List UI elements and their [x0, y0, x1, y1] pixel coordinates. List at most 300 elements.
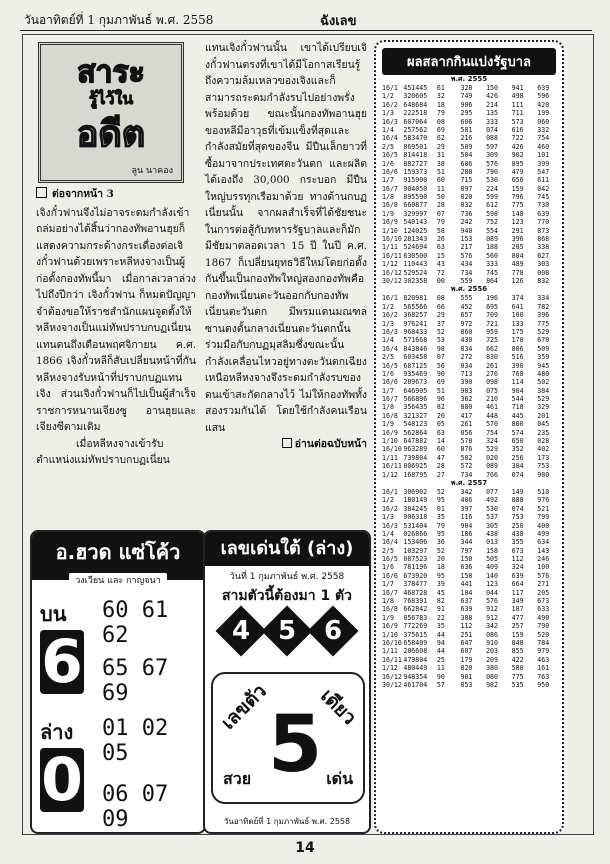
result-cell: 14	[436, 437, 445, 446]
result-cell: 768391	[403, 597, 428, 606]
result-cell: 745	[537, 193, 550, 202]
result-cell: 402	[537, 445, 550, 454]
result-cell: 639	[537, 84, 550, 92]
result-cell: 375615	[403, 630, 428, 639]
result-cell: 056	[460, 428, 473, 437]
result-cell: 63	[436, 428, 445, 437]
result-cell: 745	[486, 268, 498, 277]
result-cell: 662	[486, 344, 498, 353]
result-cell: 256	[511, 453, 524, 462]
result-cell: 342	[486, 622, 498, 631]
result-cell: 285	[511, 243, 524, 252]
result-cell: 904050	[403, 184, 428, 193]
draw-date-cell: 16/11	[382, 251, 402, 260]
table-row	[376, 639, 562, 647]
result-cell: 843846	[403, 344, 428, 353]
table-row	[376, 664, 562, 672]
article-left-text: เจิงกั๋วฟานจึงไม่อาจระดมกำลังเข้าถล่มอย่างได้สิ้นว่ากองทัพอานฮุยก็แสดงความกระด้างกระเดื่องต่อเจิงกั๋วฟานด้วยเพราะหลีหงจางเป็นผู้ก่อตั้งกองทัพนี้มา เมื่อกาลเวลาล่วงไปถึงปีกว่า เจิงกั๋วฟาน ก็หมดปัญญา จำต้องขอให้ราชสำนักแผนจูดตั้งให้หลีหงจางเป็นแม่ทัพปราบกบฏเนี่ยนแทนตนถึงเดือนพฤศจิกายน ค.ศ. 1866 เจิงกั๋วหลีก็สับเปลี่ยนหน้าที่กัน หลีหงจางรับหน้าที่ปราบกบฏแทนเจิง ส่วนเจิงกั๋วฟานก็ไปเป็นผู้สำเร็จราชการหนานเจียงซู อานฮุยและเจียงซีตามเดิม	[36, 206, 196, 433]
result-cell: 31	[436, 151, 445, 160]
lower-label: ล่าง	[40, 720, 74, 744]
result-cell: 281343	[403, 235, 428, 244]
result-cell: 409	[486, 563, 498, 572]
result-cell: 910	[486, 639, 498, 647]
result-cell: 158	[486, 546, 498, 555]
result-cell: 349	[511, 597, 524, 606]
page-header	[20, 8, 592, 31]
result-cell: 430	[460, 336, 473, 345]
result-cell: 05	[436, 420, 445, 429]
result-cell: 596	[537, 92, 550, 101]
result-cell: 775	[511, 201, 524, 210]
table-row	[376, 201, 562, 209]
article-left-column	[36, 186, 196, 469]
result-cell: 906318	[403, 513, 428, 522]
table-row	[376, 101, 562, 109]
result-cell: 611	[537, 176, 550, 185]
result-cell: 95	[436, 529, 445, 538]
result-cell: 612	[486, 201, 498, 210]
result-cell: 08	[436, 294, 445, 303]
lower-row-1: 01 02 05	[102, 716, 169, 766]
result-cell: 378477	[403, 580, 428, 589]
article-left-tail: เมื่อหลีหงจางเข้ารับตำแหน่งแม่ทัพปราบกบฏเนี่ยน	[36, 437, 170, 466]
result-cell: 882727	[403, 159, 428, 168]
result-cell: 173	[537, 453, 550, 462]
result-cell: 158	[460, 571, 473, 580]
result-cell: 60	[436, 176, 445, 185]
draw-date-cell: 16/3	[382, 327, 398, 336]
result-cell: 664	[511, 580, 524, 589]
result-cell: 426	[486, 92, 498, 101]
draw-date-cell: 1/12	[382, 664, 398, 673]
result-cell: 11	[436, 184, 445, 193]
result-cell: 153	[460, 235, 473, 244]
result-cell: 945	[537, 361, 550, 370]
table-row	[376, 294, 562, 302]
result-cell: 711	[511, 109, 524, 118]
result-cell: 222518	[403, 109, 428, 118]
result-cell: 95	[436, 571, 445, 580]
draw-date-cell: 1/11	[382, 647, 398, 656]
result-cell: 20	[436, 555, 445, 564]
result-cell: 641	[511, 302, 524, 311]
header-brand: ฉังเลข	[320, 14, 357, 29]
result-cell: 159373	[403, 167, 428, 176]
result-cell: 90	[436, 672, 445, 681]
result-cell: 461704	[403, 680, 428, 689]
result-cell: 718	[511, 403, 524, 412]
result-cell: 356435	[403, 403, 428, 412]
result-cell: 715	[460, 176, 473, 185]
draw-date-cell: 1/4	[382, 336, 394, 345]
result-cell: 627	[537, 251, 550, 260]
table-row	[376, 522, 562, 530]
result-cell: 982	[486, 680, 498, 689]
result-cell: 784	[537, 639, 550, 647]
result-cell: 179	[460, 655, 473, 664]
continue-label: อ่านต่อฉบับหน้า	[282, 438, 367, 450]
result-cell: 074	[486, 125, 498, 134]
result-cell: 529	[486, 445, 498, 454]
draw-date-cell: 16/8	[382, 201, 398, 210]
result-cell: 509	[537, 344, 550, 353]
result-cell: 150	[486, 84, 498, 92]
result-cell: 864	[486, 276, 498, 285]
result-cell: 571668	[403, 336, 428, 345]
result-cell: 460	[537, 142, 550, 151]
result-cell: 547	[537, 167, 550, 176]
lower-row-2: 06 07 09	[102, 782, 169, 832]
result-cell: 657	[460, 311, 473, 320]
result-cell: 749	[460, 92, 473, 101]
result-cell: 709	[486, 311, 498, 320]
result-cell: 695	[486, 302, 498, 311]
result-cell: 044	[486, 588, 498, 597]
draw-date-cell: 1/11	[382, 243, 398, 252]
page-number: 14	[295, 840, 315, 856]
result-cell: 438	[511, 529, 524, 538]
table-row	[376, 84, 562, 92]
result-cell: 576	[486, 597, 498, 606]
article-mid-text: แทนเจิงกั๋วฟานนั้น เขาได้เปรียบเจิงกั๋วฟานตรงที่เขาได้มีโอกาสเรียนรู้ถึงความล้มเหลวของเจิงและก็สามารถระดมกำลังรบไปอย่างพรั่งพร้อมด้วย ขณะนั้นกองทัพอานฮุยของหลีมีอาวุธที่เข้มแข็งที่สุดและกำลังสมัยที่สุดของจีน มีปืนเล็กยาวที่ซื้อมาจากประเทศตะวันตก และผลิตได้เองถึง 30,000 กระบอก มีปืนใหญ่บรรทุกเรือมาด้วย ทางด้านกบฏเนี่ยนนั้น จากผลสำเร็จที่ได้ชัยชนะในการต่อสู้กับทหารรัฐบาลและก็มักมีชัยมาตลอดเวลา 15 ปี ในปี ค.ศ. 1867 ก็เปลี่ยนยุทธวิธีใหม่โดยก่อตั้งกันขึ้นเป็นกองทัพใหญ่สองกองทัพคือ กองทัพเนี่ยนตะวันออกกับกองทัพเนี่ยนตะวันตก มีพรมแดนมณฑลซานตงตั้นกลางเนี่ยนตะวันตกนั้นร่วมมือกับกบฏมุสลิมซึ่งขณะนั้นกำลังเคลื่อนไหวอยู่ทางตะวันตกเฉียงเหนือหลีหงจางจึงระดมกำลังรบของตนเข้าสะกัดกลางไว้ ไม่ให้กองทัพทั้งสองรวมกันได้ โดยใช้กำลังคนเรือนแสน	[205, 42, 367, 434]
result-cell: 110443	[403, 260, 428, 269]
lower-big-digit: 0	[41, 745, 83, 815]
result-cell: 790	[486, 167, 498, 176]
result-cell: 434	[460, 260, 473, 269]
result-cell: 797	[460, 546, 473, 555]
result-cell: 725	[486, 336, 498, 345]
result-cell: 856783	[403, 613, 428, 622]
result-cell: 639	[511, 571, 524, 580]
table-row	[376, 488, 562, 496]
single-right-text: เดียว	[316, 684, 361, 730]
result-cell: 112	[460, 622, 473, 631]
draw-date-cell: 1/7	[382, 176, 394, 185]
single-bottom-left: สวย	[223, 769, 252, 788]
sara-credit: ลูน นาคอง	[131, 166, 173, 176]
draw-date-cell: 16/8	[382, 605, 398, 614]
result-cell: 599	[486, 193, 498, 202]
table-row	[376, 395, 562, 403]
result-cell: 087523	[403, 555, 428, 564]
sara-title-line3: อดีต	[76, 114, 146, 155]
lead-digit-3-text: 6	[323, 616, 343, 646]
result-cell: 22	[436, 613, 445, 622]
result-cell: 906	[460, 100, 473, 109]
ohuad-tag: วงเวียน และ กาญจนา	[69, 573, 167, 587]
result-cell: 902	[511, 151, 524, 160]
result-cell: 196	[486, 294, 498, 303]
result-cell: 82	[436, 597, 445, 606]
year-label: พ.ศ. 2556	[450, 285, 488, 294]
result-cell: 100	[511, 311, 524, 320]
result-cell: 574	[511, 428, 524, 437]
draw-date-cell: 16/1	[382, 487, 398, 496]
result-cell: 104	[460, 588, 473, 597]
result-cell: 396	[537, 311, 550, 320]
result-cell: 461	[486, 403, 498, 412]
result-cell: 888	[511, 496, 524, 505]
table-row	[376, 336, 562, 344]
result-cell: 935469	[403, 369, 428, 378]
draw-date-cell: 16/10	[382, 445, 402, 454]
result-cell: 607064	[403, 117, 428, 126]
draw-date-cell: 16/2	[382, 311, 398, 320]
result-cell: 948354	[403, 672, 428, 681]
result-cell: 098	[486, 378, 498, 387]
draw-date-cell: 1/3	[382, 513, 394, 522]
article-subhead: ต่อจากหน้า 3	[36, 186, 196, 203]
result-cell: 480	[537, 369, 550, 378]
result-cell: 355	[511, 538, 524, 547]
table-row	[376, 420, 562, 428]
result-cell: 790	[537, 622, 550, 631]
draw-date-cell: 2/5	[382, 353, 394, 362]
result-cell: 143	[537, 546, 550, 555]
table-row	[376, 462, 562, 470]
table-row	[376, 311, 562, 319]
result-cell: 529524	[403, 268, 428, 277]
result-cell: 524694	[403, 243, 428, 252]
result-cell: 763	[537, 672, 550, 681]
draw-date-cell: 1/7	[382, 580, 394, 589]
result-cell: 647	[460, 639, 473, 647]
result-cell: 820	[460, 193, 473, 202]
upper-row-2: 65 67 69	[102, 656, 169, 706]
result-cell: 772269	[403, 622, 428, 631]
result-cell: 426	[511, 142, 524, 151]
result-cell: 39	[436, 580, 445, 589]
result-cell: 026866	[403, 529, 428, 538]
result-cell: 159	[511, 184, 524, 193]
result-cell: 492	[486, 496, 498, 505]
draw-date-cell: 1/4	[382, 125, 394, 134]
result-cell: 116	[460, 513, 473, 522]
result-cell: 261	[460, 420, 473, 429]
result-cell: 548123	[403, 420, 428, 429]
result-cell: 662842	[403, 605, 428, 614]
result-cell: 074	[511, 504, 524, 513]
table-row	[376, 277, 562, 285]
table-row	[376, 403, 562, 411]
result-cell: 754	[486, 428, 498, 437]
draw-date-cell: 16/2	[382, 504, 398, 513]
result-cell: 96	[436, 395, 445, 404]
results-title: ผลสลากกินแบ่งรัฐบาล	[382, 48, 556, 75]
result-cell: 276	[486, 369, 498, 378]
result-cell: 187	[511, 605, 524, 614]
result-cell: 445	[511, 411, 524, 420]
result-cell: 606	[460, 159, 473, 168]
draw-date-cell: 1/4	[382, 529, 394, 538]
draw-date-cell: 1/2	[382, 496, 394, 505]
result-cell: 853	[460, 680, 473, 689]
result-cell: 438	[486, 529, 498, 538]
result-cell: 332	[537, 125, 550, 134]
result-cell: 149	[511, 487, 524, 496]
table-row	[376, 370, 562, 378]
upper-label: บน	[40, 602, 67, 626]
result-cell: 123	[511, 218, 524, 227]
draw-date-cell: 1/8	[382, 597, 394, 606]
result-cell: 117	[511, 588, 524, 597]
draw-date-cell: 16/1	[382, 84, 398, 92]
result-cell: 530	[486, 176, 498, 185]
result-cell: 603458	[403, 353, 428, 362]
table-row	[376, 378, 562, 386]
result-cell: 422	[511, 655, 524, 664]
lead-digit-3	[308, 606, 359, 657]
result-cell: 796	[511, 193, 524, 202]
result-cell: 804	[511, 251, 524, 260]
lead-digit-1	[216, 606, 267, 657]
draw-date-cell: 30/12	[382, 680, 402, 689]
result-cell: 29	[436, 142, 445, 151]
result-cell: 203	[486, 647, 498, 656]
table-row	[376, 412, 562, 420]
table-row	[376, 176, 562, 184]
result-cell: 468728	[403, 588, 428, 597]
table-row	[376, 328, 562, 336]
result-cell: 62	[436, 134, 445, 143]
result-cell: 639	[537, 209, 550, 218]
draw-date-cell: 1/8	[382, 193, 394, 202]
result-cell: 540143	[403, 218, 428, 227]
draw-date-cell: 1/7	[382, 386, 394, 395]
result-cell: 904	[460, 521, 473, 530]
result-cell: 161	[537, 664, 550, 673]
result-cell: 814418	[403, 151, 428, 160]
result-cell: 529	[537, 395, 550, 404]
result-cell: 834	[460, 344, 473, 353]
draw-date-cell: 1/10	[382, 630, 398, 639]
result-cell: 479	[511, 167, 524, 176]
result-cell: 722	[511, 134, 524, 143]
result-cell: 576	[486, 159, 498, 168]
draw-date-cell: 2/5	[382, 142, 394, 151]
result-cell: 441	[460, 580, 473, 589]
result-cell: 687125	[403, 361, 428, 370]
result-cell: 35	[436, 513, 445, 522]
result-cell: 080	[486, 672, 498, 681]
result-cell: 362	[460, 395, 473, 404]
sara-title-line1: สาระ	[77, 55, 145, 90]
draw-date-cell: 30/12	[382, 276, 402, 285]
result-cell: 52	[436, 327, 445, 336]
draw-date-cell: 16/10	[382, 235, 402, 244]
result-cell: 531404	[403, 521, 428, 530]
article-mid-column	[205, 40, 367, 453]
result-cell: 775	[511, 672, 524, 681]
result-cell: 572	[460, 462, 473, 471]
result-cell: 537	[486, 513, 498, 522]
draw-date-cell: 16/7	[382, 184, 398, 193]
result-cell: 562864	[403, 428, 428, 437]
table-row	[376, 513, 562, 521]
draw-date-cell: 16/8	[382, 411, 398, 420]
result-cell: 648684	[403, 100, 428, 109]
draw-date-cell: 16/11	[382, 655, 402, 664]
result-cell: 578	[460, 437, 473, 446]
draw-date-cell: 1/8	[382, 403, 394, 412]
result-cell: 646905	[403, 386, 428, 395]
result-cell: 516	[511, 353, 524, 362]
result-cell: 673	[511, 546, 524, 555]
single-digit-box	[211, 672, 365, 804]
result-cell: 660877	[403, 201, 428, 210]
draw-date-cell: 1/11	[382, 453, 398, 462]
result-cell: 242	[460, 218, 473, 227]
result-cell: 224	[486, 184, 498, 193]
result-cell: 868	[537, 235, 550, 244]
result-cell: 451445	[403, 84, 428, 92]
result-cell: 61	[436, 84, 445, 92]
result-cell: 077	[486, 487, 498, 496]
result-cell: 324	[486, 437, 498, 446]
result-cell: 912	[486, 605, 498, 614]
draw-date-cell: 16/6	[382, 167, 398, 176]
result-cell: 088	[486, 134, 498, 143]
result-cell: 417	[460, 411, 473, 420]
results-body	[376, 75, 562, 689]
result-cell: 396	[511, 235, 524, 244]
result-cell: 140	[486, 571, 498, 580]
result-cell: 636	[460, 563, 473, 572]
result-cell: 074	[511, 470, 524, 479]
result-cell: 38	[436, 159, 445, 168]
result-cell: 721	[486, 319, 498, 328]
result-cell: 463	[537, 655, 550, 664]
result-cell: 976241	[403, 319, 428, 328]
table-row	[376, 437, 562, 445]
result-cell: 148	[511, 209, 524, 218]
draw-date-cell: 16/10	[382, 639, 402, 647]
result-cell: 51	[436, 386, 445, 395]
result-cell: 736	[460, 209, 473, 218]
result-cell: 28	[436, 462, 445, 471]
result-cell: 570	[486, 420, 498, 429]
result-cell: 69	[436, 125, 445, 134]
draw-date-cell: 16/6	[382, 378, 398, 387]
result-cell: 72	[436, 268, 445, 277]
result-cell: 477	[511, 613, 524, 622]
result-cell: 304	[511, 462, 524, 471]
result-cell: 520	[537, 630, 550, 639]
lead-title: เลขเด่นใต้ (ล่าง)	[205, 532, 369, 566]
draw-date-cell: 1/9	[382, 613, 394, 622]
result-cell: 58	[436, 226, 445, 235]
lead-digit-1-text: 4	[231, 616, 251, 646]
result-cell: 650	[511, 437, 524, 446]
result-cell: 32	[436, 92, 445, 101]
result-cell: 324	[511, 563, 524, 572]
result-cell: 535	[511, 680, 524, 689]
table-row	[376, 555, 562, 563]
draw-date-cell: 16/5	[382, 555, 398, 564]
result-cell: 153406	[403, 538, 428, 547]
result-cell: 44	[436, 647, 445, 656]
result-cell: 420	[537, 100, 550, 109]
result-cell: 25	[436, 655, 445, 664]
result-cell: 560	[486, 251, 498, 260]
result-cell: 673920	[403, 571, 428, 580]
result-cell: 272	[460, 353, 473, 362]
sara-title-line2: รู้ไว้ใน	[88, 89, 134, 108]
table-row	[376, 227, 562, 235]
result-cell: 114	[511, 378, 524, 387]
result-cell: 18	[436, 563, 445, 572]
upper-big-digit: 6	[41, 627, 83, 697]
